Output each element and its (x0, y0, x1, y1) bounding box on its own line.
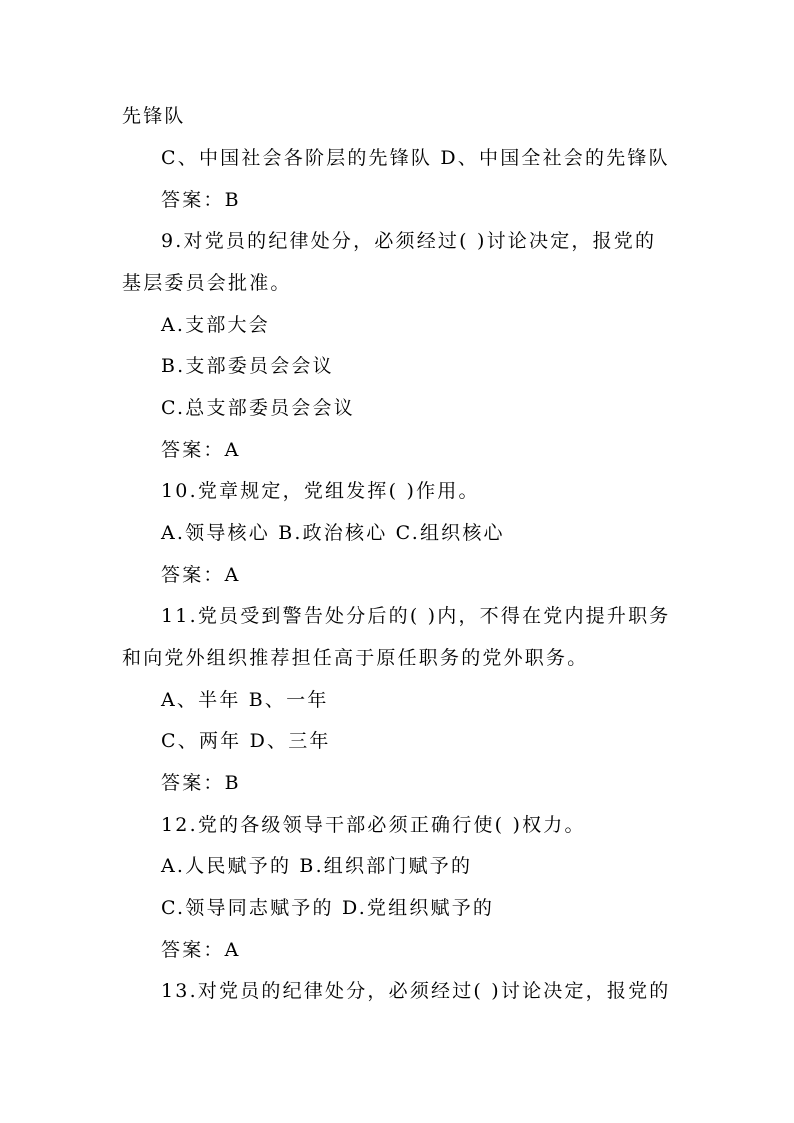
text-line: 先锋队 (122, 105, 186, 127)
question-line: 和向党外组织推荐担任高于原任职务的党外职务。 (122, 647, 589, 669)
option-line: A.领导核心 B.政治核心 C.组织核心 (161, 522, 505, 544)
question-line: 基层委员会批准。 (122, 272, 292, 294)
option-line: A、半年 B、一年 (161, 689, 329, 711)
question-line: 12.党的各级领导干部必须正确行使( )权力。 (161, 814, 586, 836)
option-line: A.人民赋予的 B.组织部门赋予的 (161, 855, 473, 877)
answer-line: 答案：B (161, 189, 241, 211)
answer-line: 答案：A (161, 939, 241, 961)
option-line: C、两年 D、三年 (161, 730, 331, 752)
answer-line: 答案：A (161, 564, 241, 586)
question-line: 10.党章规定，党组发挥( )作用。 (161, 480, 480, 502)
question-line: 13.对党员的纪律处分，必须经过( )讨论决定，报党的 (161, 980, 671, 1002)
question-line: 9.对党员的纪律处分，必须经过( )讨论决定，报党的 (161, 230, 657, 252)
option-line: A.支部大会 (161, 314, 270, 336)
option-line: C.总支部委员会会议 (161, 397, 355, 419)
option-line: C、中国社会各阶层的先锋队 D、中国全社会的先锋队 (161, 147, 670, 169)
answer-line: 答案：B (161, 772, 241, 794)
option-line: C.领导同志赋予的 D.党组织赋予的 (161, 897, 495, 919)
option-line: B.支部委员会会议 (161, 355, 334, 377)
answer-line: 答案：A (161, 439, 241, 461)
question-line: 11.党员受到警告处分后的( )内，不得在党内提升职务 (161, 605, 671, 627)
